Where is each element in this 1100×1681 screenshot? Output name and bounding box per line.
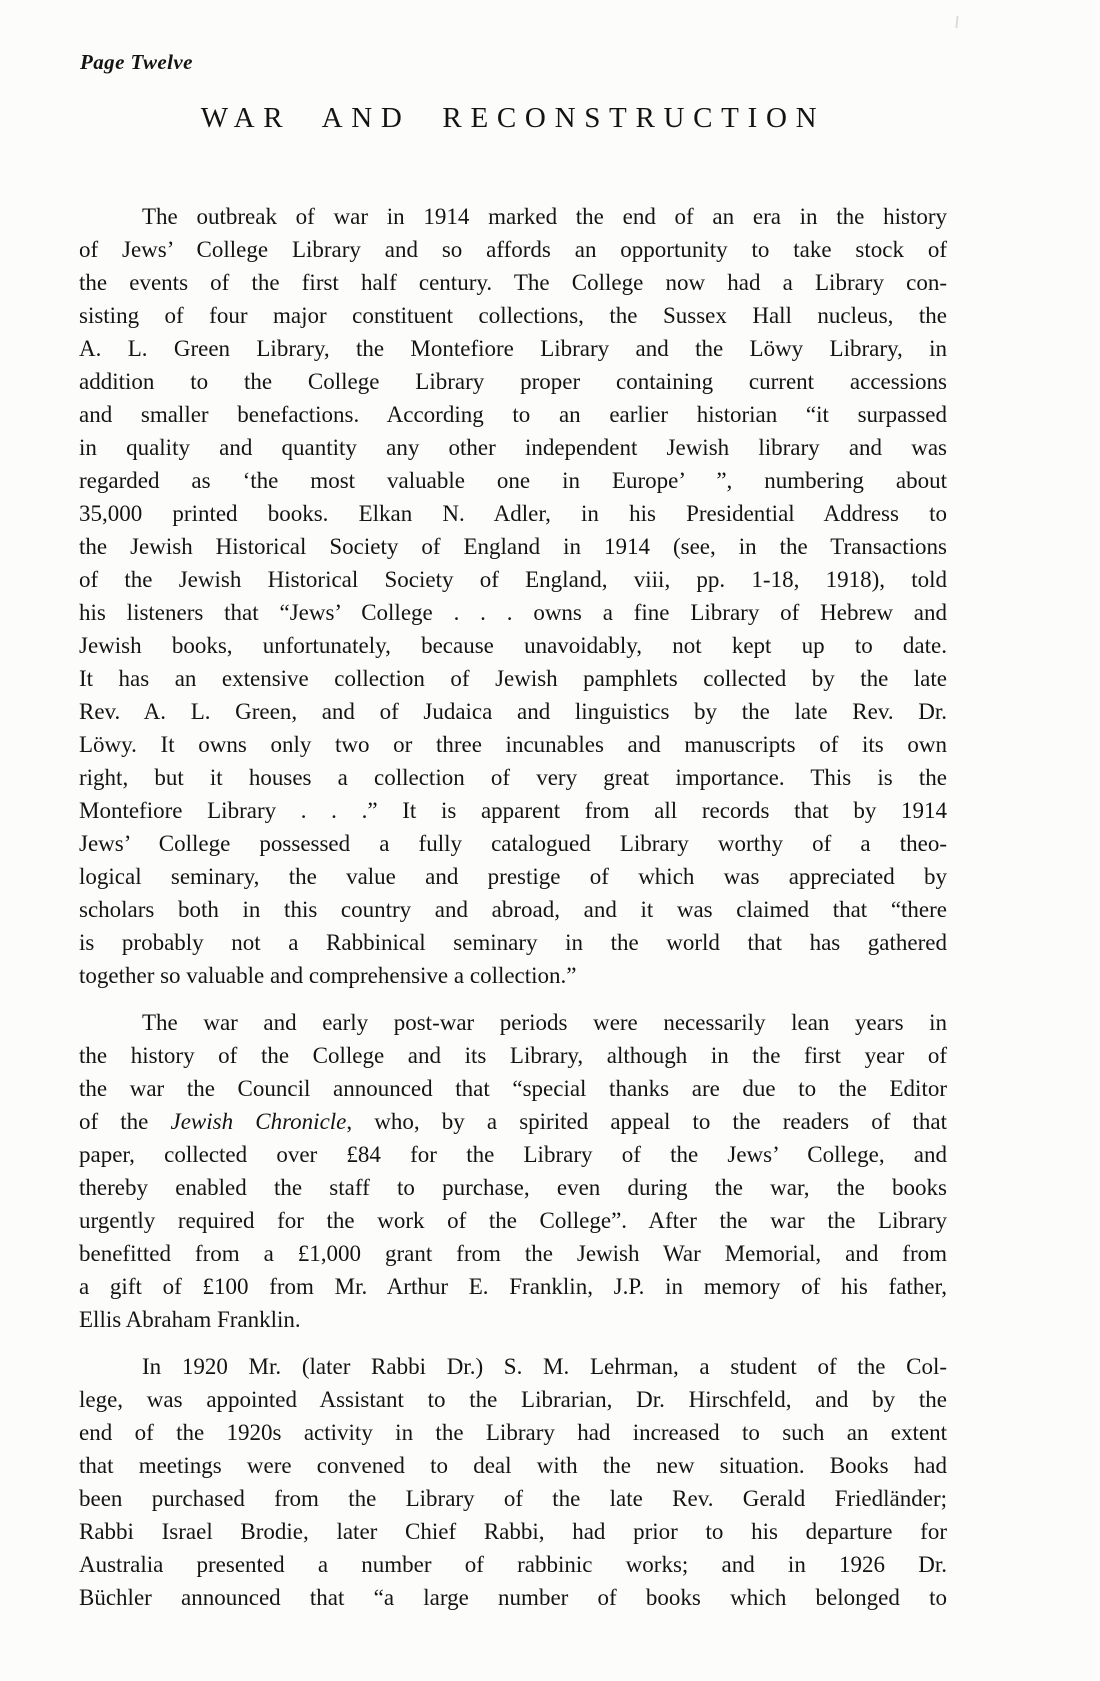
text-line: together so valuable and comprehensive a collection.”	[79, 963, 577, 988]
text-line: thereby enabled the staff to purchase, even during the war, the books	[79, 1175, 947, 1200]
text-line: is probably not a Rabbinical seminary in the world that has gathered	[79, 930, 947, 955]
text-line: the war the Council announced that “special thanks are due to the Editor	[79, 1076, 947, 1101]
paragraph	[79, 1350, 947, 1614]
page-title: WAR AND RECONSTRUCTION	[200, 102, 826, 134]
text-line: urgently required for the work of the College”. After the war the Library	[79, 1208, 947, 1233]
text-line: 35,000 printed books. Elkan N. Adler, in his Presidential Address to	[79, 501, 947, 526]
text-line: The war and early post-war periods were necessarily lean years in	[142, 1010, 947, 1035]
text-line: the Jewish Historical Society of England in 1914 (see, in the Transactions	[79, 534, 947, 559]
text-line: Australia presented a number of rabbinic works; and in 1926 Dr.	[79, 1552, 947, 1577]
text-line: regarded as ‘the most valuable one in Europe’ ”, numbering about	[79, 468, 947, 493]
text-line: that meetings were convened to deal with the new situation. Books had	[79, 1453, 947, 1478]
text-line: sisting of four major constituent collections, the Sussex Hall nucleus, the	[79, 303, 947, 328]
text-line: Rev. A. L. Green, and of Judaica and linguistics by the late Rev. Dr.	[79, 699, 947, 724]
scan-artifact-mark	[955, 16, 958, 28]
text-line: lege, was appointed Assistant to the Librarian, Dr. Hirschfeld, and by the	[79, 1387, 947, 1412]
text-line: right, but it houses a collection of very great importance. This is the	[79, 765, 947, 790]
text-line: Löwy. It owns only two or three incunables and manuscripts of its own	[79, 732, 947, 757]
text-line: logical seminary, the value and prestige of which was appreciated by	[79, 864, 947, 889]
body-text	[79, 200, 947, 1614]
text-line: in quality and quantity any other independent Jewish library and was	[79, 435, 947, 460]
text-line: Rabbi Israel Brodie, later Chief Rabbi, had prior to his departure for	[79, 1519, 947, 1544]
text-line: Montefiore Library . . .” It is apparent from all records that by 1914	[79, 798, 947, 823]
text-line: In 1920 Mr. (later Rabbi Dr.) S. M. Lehrman, a student of the Col-	[142, 1354, 947, 1379]
paragraph	[79, 200, 947, 992]
text-line: and smaller benefactions. According to an earlier historian “it surpassed	[79, 402, 947, 427]
text-line: addition to the College Library proper containing current accessions	[79, 369, 947, 394]
text-line: end of the 1920s activity in the Library had increased to such an extent	[79, 1420, 947, 1445]
text-line: the events of the first half century. The College now had a Library con-	[79, 270, 947, 295]
text-line: A. L. Green Library, the Montefiore Library and the Löwy Library, in	[79, 336, 947, 361]
text-line: It has an extensive collection of Jewish pamphlets collected by the late	[79, 666, 947, 691]
text-line: the history of the College and its Library, although in the first year of	[79, 1043, 947, 1068]
text-line: his listeners that “Jews’ College . . . owns a fine Library of Hebrew and	[79, 600, 947, 625]
text-line: a gift of £100 from Mr. Arthur E. Franklin, J.P. in memory of his father,	[79, 1274, 947, 1299]
text-line: The outbreak of war in 1914 marked the end of an era in the history	[142, 204, 947, 229]
text-line: Jewish books, unfortunately, because unavoidably, not kept up to date.	[79, 633, 947, 658]
text-line: benefitted from a £1,000 grant from the Jewish War Memorial, and from	[79, 1241, 947, 1266]
text-line: Jews’ College possessed a fully catalogued Library worthy of a theo-	[79, 831, 947, 856]
text-line: of Jews’ College Library and so affords an opportunity to take stock of	[79, 237, 947, 262]
text-line: paper, collected over £84 for the Library of the Jews’ College, and	[79, 1142, 947, 1167]
page-number-label: Page Twelve	[80, 50, 193, 74]
text-line: scholars both in this country and abroad, and it was claimed that “there	[79, 897, 947, 922]
text-line: Büchler announced that “a large number of books which belonged to	[79, 1585, 947, 1610]
text-line: Ellis Abraham Franklin.	[79, 1307, 301, 1332]
paragraph	[79, 1006, 947, 1336]
text-line: of the Jewish Historical Society of England, viii, pp. 1-18, 1918), told	[79, 567, 947, 592]
text-line: been purchased from the Library of the late Rev. Gerald Friedländer;	[79, 1486, 947, 1511]
italic-text: Jewish Chronicle	[170, 1109, 347, 1134]
text-line: of the Jewish Chronicle, who, by a spirited appeal to the readers of that	[79, 1109, 948, 1134]
